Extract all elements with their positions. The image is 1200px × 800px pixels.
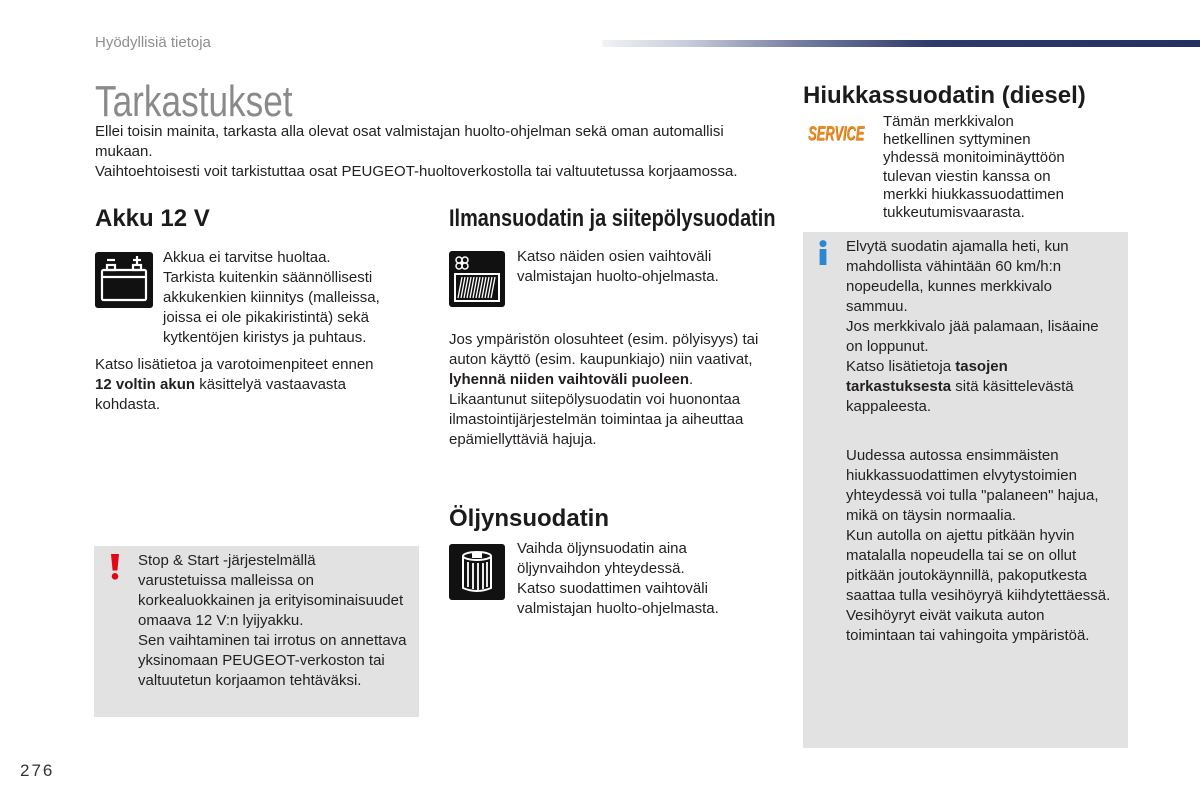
battery-text-line: joissa ei ole pikakiristintä) sekä <box>163 309 369 326</box>
air-filter-text <box>517 247 719 287</box>
air-filter-emphasis: lyhennä niiden vaihtoväli puoleen <box>449 371 690 388</box>
oil-filter-text-line: valmistajan huolto-ohjelmasta. <box>517 600 719 617</box>
air-filter-detail-line: epämiellyttäviä hajuja. <box>449 431 597 448</box>
intro-line: Vaihtoehtoisesti voit tarkistuttaa osat PEUGEOT-huoltoverkostolla tai valtuutetussa korjaamossa. <box>95 163 738 180</box>
air-filter-detail-line <box>449 370 758 390</box>
info-line: kappaleesta. <box>846 398 932 415</box>
intro-line: mukaan. <box>95 143 153 160</box>
particle-filter-text <box>883 113 1065 222</box>
warning-line: Sen vaihtaminen tai irrotus on annettava <box>138 632 407 649</box>
warning-line: yksinomaan PEUGEOT-verkoston tai <box>138 652 385 669</box>
info-line: on loppunut. <box>846 338 929 355</box>
particle-filter-text-line: tulevan viestin kanssa on <box>883 167 1051 185</box>
info-text: sitä käsittelevästä <box>951 378 1074 395</box>
air-filter-text-line: valmistajan huolto-ohjelmasta. <box>517 268 719 285</box>
particle-filter-heading: Hiukkassuodatin (diesel) <box>803 82 1086 109</box>
info-emphasis: tarkastuksesta <box>846 378 952 395</box>
battery-warning-text <box>138 551 407 691</box>
battery-text-line: Akkua ei tarvitse huoltaa. <box>163 249 331 266</box>
info-line: hiukkassuodattimen elvytystoimien <box>846 467 1077 484</box>
particle-filter-text-line: Tämän merkkivalon <box>883 113 1014 130</box>
exclamation-icon <box>108 554 122 580</box>
battery-text-line: Tarkista kuitenkin säännöllisesti <box>163 269 373 286</box>
info-line: sammuu. <box>846 298 908 315</box>
page-title: Tarkastukset <box>95 77 293 126</box>
air-filter-detail-line: Likaantunut siitepölysuodatin voi huonontaa <box>449 391 741 408</box>
warning-line: varustetuissa malleissa on <box>138 572 314 589</box>
info-text: Katso lisätietoja <box>846 358 956 375</box>
info-line: matalalla nopeudella tai se on ollut <box>846 547 1077 564</box>
battery-note-link-text: 12 voltin akun <box>95 376 196 393</box>
oil-filter-text-line: öljynvaihdon yhteydessä. <box>517 560 685 577</box>
oil-filter-text-line: Katso suodattimen vaihtoväli <box>517 580 708 597</box>
info-line: Kun autolla on ajettu pitkään hyvin <box>846 527 1075 544</box>
info-emphasis: tasojen <box>955 358 1008 375</box>
air-filter-icon <box>449 251 505 307</box>
warning-line: omaava 12 V:n lyijyakku. <box>138 612 304 629</box>
section-header: Hyödyllisiä tietoja <box>95 34 211 51</box>
warning-line: valtuutetun korjaamon tehtäväksi. <box>138 672 362 689</box>
air-filter-heading: Ilmansuodatin ja siitepölysuodatin <box>449 205 776 232</box>
battery-icon <box>95 252 153 308</box>
intro-line: Ellei toisin mainita, tarkasta alla olevat osat valmistajan huolto-ohjelman sekä oman automallisi <box>95 123 724 140</box>
info-line: Elvytä suodatin ajamalla heti, kun <box>846 238 1069 255</box>
info-line <box>846 377 1099 397</box>
info-line: saattaa tulla vesihöyryä kiihdytettäessä. <box>846 587 1111 604</box>
info-line: Vesihöyryt eivät vaikuta auton <box>846 607 1045 624</box>
air-filter-detail-line: auton käyttö (esim. kaupunkiajo) niin vaativat, <box>449 351 753 368</box>
info-line: mahdollista vähintään 60 km/h:n <box>846 258 1062 275</box>
info-icon <box>817 240 829 265</box>
air-filter-detail-text: . <box>689 371 694 388</box>
air-filter-text-line: Katso näiden osien vaihtoväli <box>517 248 712 265</box>
info-line: yhteydessä voi tulla "palaneen" hajua, <box>846 487 1099 504</box>
particle-filter-info-box <box>803 232 1128 748</box>
page-number: 276 <box>20 761 55 780</box>
header-accent-bar <box>602 40 1200 47</box>
info-line: Uudessa autossa ensimmäisten <box>846 447 1059 464</box>
warning-line: korkealuokkainen ja erityisominaisuudet <box>138 592 404 609</box>
battery-note-line <box>95 375 374 395</box>
particle-filter-text-line: yhdessä monitoiminäyttöön <box>883 149 1065 167</box>
battery-note-line: Katso lisätietoa ja varotoimenpiteet ennen <box>95 356 374 373</box>
battery-heading: Akku 12 V <box>95 205 210 232</box>
intro-text <box>95 122 738 182</box>
oil-filter-heading: Öljynsuodatin <box>449 505 610 532</box>
battery-warning-box <box>94 546 419 717</box>
info-line: mikä on täysin normaalia. <box>846 507 1017 524</box>
service-warning-light-icon: SERVICE <box>808 123 865 145</box>
oil-filter-text-line: Vaihda öljynsuodatin aina <box>517 540 687 557</box>
info-block-1 <box>846 237 1099 417</box>
info-line: nopeudella, kunnes merkkivalo <box>846 278 1052 295</box>
battery-note <box>95 355 374 415</box>
battery-note-line: kohdasta. <box>95 396 161 413</box>
info-line <box>846 357 1099 377</box>
warning-line: Stop & Start -järjestelmällä <box>138 552 316 569</box>
battery-text <box>163 248 380 348</box>
air-filter-details <box>449 330 758 450</box>
oil-filter-text <box>517 539 719 619</box>
battery-text-line: kytkentöjen kiristys ja puhtaus. <box>163 329 367 346</box>
info-block-2 <box>846 446 1110 646</box>
air-filter-detail-line: Jos ympäristön olosuhteet (esim. pölyisyys) tai <box>449 331 759 348</box>
air-filter-detail-line: ilmastointijärjestelmän toimintaa ja aiheuttaa <box>449 411 744 428</box>
particle-filter-text-line: merkki hiukkassuodattimen <box>883 185 1064 203</box>
info-line: Jos merkkivalo jää palamaan, lisäaine <box>846 318 1099 335</box>
particle-filter-text-line: tukkeutumisvaarasta. <box>883 203 1025 221</box>
oil-filter-icon <box>449 544 505 600</box>
info-line: pitkään joutokäynnillä, pakoputkesta <box>846 567 1087 584</box>
info-line: toimintaan tai vahingoita ympäristöä. <box>846 627 1090 644</box>
particle-filter-text-line: hetkellinen syttyminen <box>883 131 1031 149</box>
battery-text-line: akkukenkien kiinnitys (malleissa, <box>163 289 380 306</box>
battery-note-text: käsittelyä vastaavasta <box>195 376 346 393</box>
